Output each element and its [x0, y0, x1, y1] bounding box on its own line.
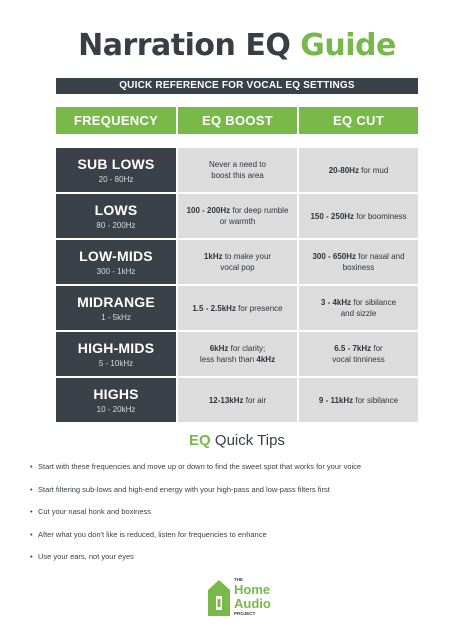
boost-text: Never a need to	[209, 160, 266, 169]
header-eq-cut: EQ CUT	[299, 107, 418, 134]
cut-cell	[299, 378, 418, 422]
bullet-icon: •	[30, 552, 33, 561]
header-frequency: FREQUENCY	[56, 107, 176, 134]
table-row	[56, 148, 418, 192]
tips-list	[30, 462, 450, 575]
tip-text: Start filtering sub-lows and high-end energy with your high-pass and low-pass filters first	[38, 484, 330, 494]
frequency-cell	[56, 286, 176, 330]
frequency-cell	[56, 378, 176, 422]
cut-text: for boominess	[354, 211, 407, 221]
table-header	[56, 107, 418, 134]
bullet-icon: •	[30, 529, 33, 539]
frequency-range: 20 - 80Hz	[98, 175, 134, 184]
boost-text: for deep rumble	[230, 206, 289, 215]
home-audio-project-logo	[198, 572, 278, 618]
frequency-band-name: MIDRANGE	[77, 294, 155, 310]
boost-text: for presence	[235, 303, 283, 313]
cut-text: 6.5 - 7kHz	[334, 344, 372, 353]
tip-text: After what you don't like is reduced, listen for frequencies to enhance	[38, 529, 267, 539]
cut-text: for sibilance	[351, 298, 397, 307]
frequency-range: 10 - 20kHz	[96, 405, 136, 414]
boost-cell	[178, 194, 297, 238]
table-row	[56, 332, 418, 376]
cut-text: 150 - 250Hz	[310, 211, 355, 221]
cut-text: 300 - 650Hz	[312, 252, 357, 261]
cut-cell	[299, 194, 418, 238]
boost-cell	[178, 286, 297, 330]
frequency-band-name: LOW-MIDS	[79, 248, 153, 264]
bullet-icon: •	[30, 484, 33, 494]
cut-cell	[299, 148, 418, 192]
boost-text: or warmth	[219, 217, 256, 226]
cut-text: 20-80Hz	[328, 165, 359, 175]
title-main: Narration EQ	[78, 28, 291, 63]
table-row	[56, 286, 418, 330]
cut-text: and sizzle	[340, 309, 377, 318]
frequency-range: 80 - 200Hz	[96, 221, 136, 230]
frequency-range: 1 - 5kHz	[101, 313, 131, 322]
svg-text:PROJECT: PROJECT	[234, 611, 256, 616]
frequency-band-name: HIGH-MIDS	[77, 340, 155, 356]
boost-text: 1.5 - 2.5kHz	[192, 303, 236, 313]
boost-text: vocal pop	[220, 263, 255, 272]
boost-text: 12-13kHz	[208, 395, 244, 405]
page-title	[0, 28, 474, 63]
cut-text: vocal tinniness	[332, 355, 385, 364]
boost-cell	[178, 332, 297, 376]
eq-table	[56, 148, 418, 424]
header-eq-boost: EQ BOOST	[178, 107, 297, 134]
tip-text: Start with these frequencies and move up or down to find the sweet spot that works for your voice	[38, 462, 362, 471]
tip-item	[30, 507, 450, 530]
frequency-band-name: HIGHS	[93, 386, 139, 402]
cut-text: boxiness	[342, 263, 375, 272]
tip-text: Use your ears, not your eyes	[38, 552, 134, 561]
tips-title-eq: EQ	[189, 432, 211, 449]
boost-text: less harsh than	[199, 355, 257, 364]
cut-text: for mud	[358, 165, 389, 175]
tips-title	[0, 432, 474, 449]
frequency-band-name: SUB LOWS	[77, 156, 155, 172]
svg-text:Home: Home	[234, 582, 271, 597]
tip-item	[30, 530, 450, 553]
title-accent: Guide	[300, 28, 396, 63]
table-row	[56, 194, 418, 238]
svg-text:Audio: Audio	[234, 596, 271, 611]
frequency-cell	[56, 240, 176, 284]
boost-cell	[178, 148, 297, 192]
cut-cell	[299, 286, 418, 330]
frequency-cell	[56, 194, 176, 238]
boost-text: 1kHz	[203, 252, 223, 261]
frequency-range: 5 - 10kHz	[98, 359, 134, 368]
boost-text: for air	[243, 395, 267, 405]
tip-item	[30, 485, 450, 508]
tips-title-rest: Quick Tips	[214, 432, 285, 449]
frequency-cell	[56, 332, 176, 376]
boost-text: 4kHz	[256, 355, 276, 364]
bullet-icon: •	[30, 462, 33, 471]
boost-text: 6kHz	[209, 344, 229, 353]
tip-item	[30, 462, 450, 485]
tip-text: Cut your nasal honk and boxiness	[38, 507, 151, 516]
frequency-range: 300 - 1kHz	[96, 267, 136, 276]
cut-text: for nasal and	[356, 252, 405, 261]
table-row	[56, 378, 418, 422]
boost-text: for clarity;	[228, 344, 266, 353]
boost-cell	[178, 240, 297, 284]
svg-text:THE: THE	[234, 577, 243, 582]
frequency-cell	[56, 148, 176, 192]
cut-text: for sibilance	[353, 395, 399, 405]
bullet-icon: •	[30, 507, 33, 516]
boost-text: boost this area	[211, 171, 264, 180]
frequency-band-name: LOWS	[94, 202, 138, 218]
cut-cell	[299, 332, 418, 376]
boost-text: 100 - 200Hz	[186, 206, 231, 215]
subtitle-banner: QUICK REFERENCE FOR VOCAL EQ SETTINGS	[56, 78, 418, 94]
cut-cell	[299, 240, 418, 284]
cut-text: for	[371, 344, 383, 353]
boost-cell	[178, 378, 297, 422]
cut-text: 3 - 4kHz	[320, 298, 352, 307]
cut-text: 9 - 11kHz	[318, 395, 354, 405]
boost-text: to make your	[222, 252, 272, 261]
table-row	[56, 240, 418, 284]
